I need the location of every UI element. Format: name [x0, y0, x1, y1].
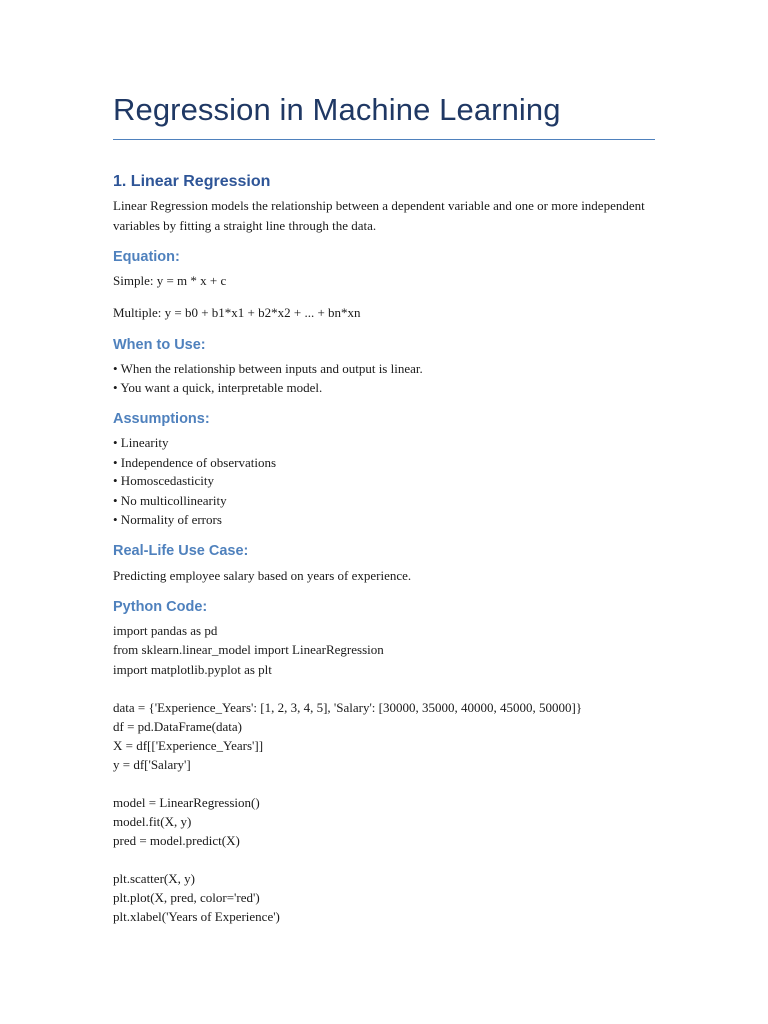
- code-line: df = pd.DataFrame(data): [113, 719, 242, 734]
- code-line: plt.xlabel('Years of Experience'): [113, 909, 280, 924]
- equation-multiple: Multiple: y = b0 + b1*x1 + b2*x2 + ... + bn*xn: [113, 305, 361, 320]
- title-underline: [113, 139, 655, 140]
- code-line: plt.plot(X, pred, color='red'): [113, 890, 260, 905]
- use-case-text: Predicting employee salary based on years of experience.: [113, 568, 412, 583]
- code-line: model.fit(X, y): [113, 814, 192, 829]
- list-item: • You want a quick, interpretable model.: [113, 380, 323, 395]
- section-heading: 1. Linear Regression: [113, 173, 271, 190]
- code-line: plt.scatter(X, y): [113, 871, 195, 886]
- list-item: • Linearity: [113, 435, 169, 450]
- list-item: • Independence of observations: [113, 455, 277, 470]
- assumptions-heading: Assumptions:: [113, 411, 210, 427]
- code-line: model = LinearRegression(): [113, 795, 260, 810]
- when-to-use-heading: When to Use:: [113, 337, 206, 353]
- list-item: • Homoscedasticity: [113, 473, 214, 488]
- code-line: import pandas as pd: [113, 623, 218, 638]
- use-case-heading: Real-Life Use Case:: [113, 543, 249, 559]
- equation-heading: Equation:: [113, 249, 180, 265]
- intro-paragraph: Linear Regression models the relationship between a dependent variable and one or more independent variables by fitting a straight line through the data.: [113, 198, 645, 233]
- code-line: from sklearn.linear_model import LinearRegression: [113, 642, 384, 657]
- equation-simple: Simple: y = m * x + c: [113, 273, 227, 288]
- code-line: X = df[['Experience_Years']]: [113, 738, 264, 753]
- document-title: Regression in Machine Learning: [113, 92, 561, 127]
- list-item: • No multicollinearity: [113, 493, 227, 508]
- code-line: pred = model.predict(X): [113, 833, 240, 848]
- code-line: import matplotlib.pyplot as plt: [113, 662, 272, 677]
- list-item: • Normality of errors: [113, 512, 222, 527]
- code-line: data = {'Experience_Years': [1, 2, 3, 4, 5], 'Salary': [30000, 35000, 40000, 45000, 50000]}: [113, 700, 583, 715]
- code-line: y = df['Salary']: [113, 757, 191, 772]
- list-item: • When the relationship between inputs and output is linear.: [113, 361, 423, 376]
- python-code-heading: Python Code:: [113, 599, 208, 615]
